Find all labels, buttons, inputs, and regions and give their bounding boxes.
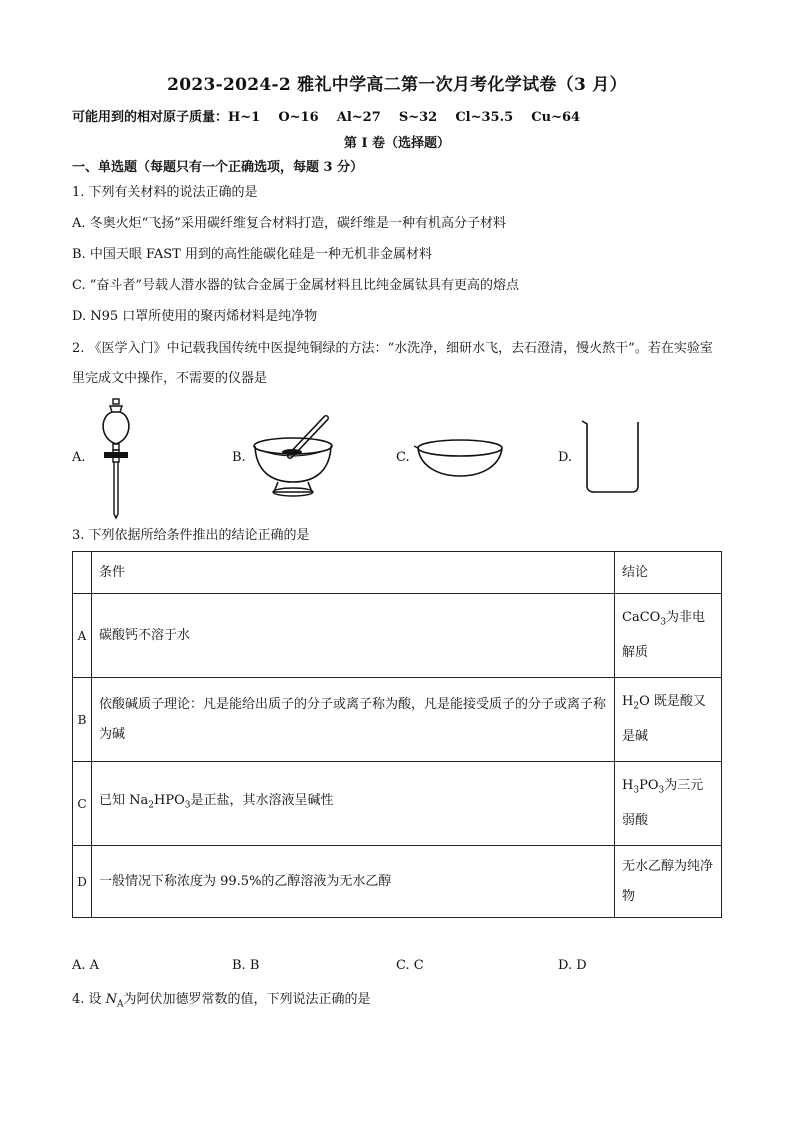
q3-option-b: B. B xyxy=(232,958,260,973)
q4-stem: 4. 设 $N_A$为阿伏加德罗常数的值，下列说法正确的是 xyxy=(72,992,371,1010)
row-label: B xyxy=(73,678,92,762)
exam-title: 2023-2024-2 雅礼中学高二第一次月考化学试卷（3 月） xyxy=(167,75,627,95)
row-condition: 一般情况下称浓度为 99.5%的乙醇溶液为无水乙醇 xyxy=(92,846,615,918)
section-title: 一、单选题（每题只有一个正确选项，每题 3 分） xyxy=(72,160,364,175)
q1-option-b: B. 中国天眼 FAST 用到的高性能碳化硅是一种无机非金属材料 xyxy=(72,247,432,262)
row-condition: 依酸碱质子理论：凡是能给出质子的分子或离子称为酸，凡是能接受质子的分子或离子称为碱 xyxy=(92,678,615,762)
row-label: D xyxy=(73,846,92,918)
atomic-masses: 可能用到的相对原子质量：H~1 O~16 Al~27 S~32 Cl~35.5 Cu~64 xyxy=(72,110,581,125)
q1-option-d: D. N95 口罩所使用的聚丙烯材料是纯净物 xyxy=(72,309,318,324)
row-condition: 碳酸钙不溶于水 xyxy=(92,594,615,678)
q3-option-a: A. A xyxy=(72,958,100,973)
q3-option-d: D. D xyxy=(558,958,587,973)
row-condition: 已知 $Na_2HPO_3$是正盐，其水溶液呈碱性 xyxy=(92,762,615,846)
row-label: C xyxy=(73,762,92,846)
q1-option-a: A. 冬奥火炬“飞扬”采用碳纤维复合材料打造，碳纤维是一种有机高分子材料 xyxy=(72,216,506,231)
q2-stem: 2. 《医学入门》中记载我国传统中医提纯铜绿的方法：“水洗净，细研水飞，去石澄清，慢火熬干”。若在实验室里完成文中操作，不需要的仪器是 xyxy=(72,341,713,386)
row-conclusion: $H_2O$ 既是酸又是碱 xyxy=(615,678,722,762)
q3-table xyxy=(72,551,722,918)
mortar-and-pestle-icon xyxy=(250,412,336,500)
row-conclusion: 无水乙醇为纯净物 xyxy=(615,846,722,918)
table-row xyxy=(73,678,722,762)
beaker-icon xyxy=(580,418,642,494)
table-header-conclusion: 结论 xyxy=(615,552,722,594)
q1-stem: 1. 下列有关材料的说法正确的是 xyxy=(72,185,258,200)
q3-option-c: C. C xyxy=(396,958,424,973)
table-row xyxy=(73,846,722,918)
table-header-row xyxy=(73,552,722,594)
q3-stem: 3. 下列依据所给条件推出的结论正确的是 xyxy=(72,528,310,543)
evaporating-dish-icon xyxy=(414,434,506,482)
part-title: 第 I 卷（选择题） xyxy=(343,136,451,151)
q2-label-c: C. xyxy=(396,450,410,465)
q1-option-c: C. “奋斗者”号载人潜水器的钛合金属于金属材料且比纯金属钛具有更高的熔点 xyxy=(72,278,520,293)
row-label: A xyxy=(73,594,92,678)
table-row xyxy=(73,762,722,846)
row-conclusion: CaCO$_3$为非电解质 xyxy=(615,594,722,678)
row-conclusion: $H_3PO_3$为三元弱酸 xyxy=(615,762,722,846)
table-header-empty xyxy=(73,552,92,594)
q2-label-a: A. xyxy=(72,450,86,465)
q2-label-b: B. xyxy=(232,450,246,465)
table-row xyxy=(73,594,722,678)
table-header-condition: 条件 xyxy=(92,552,615,594)
separatory-funnel-icon xyxy=(96,398,136,520)
q2-label-d: D. xyxy=(558,450,573,465)
